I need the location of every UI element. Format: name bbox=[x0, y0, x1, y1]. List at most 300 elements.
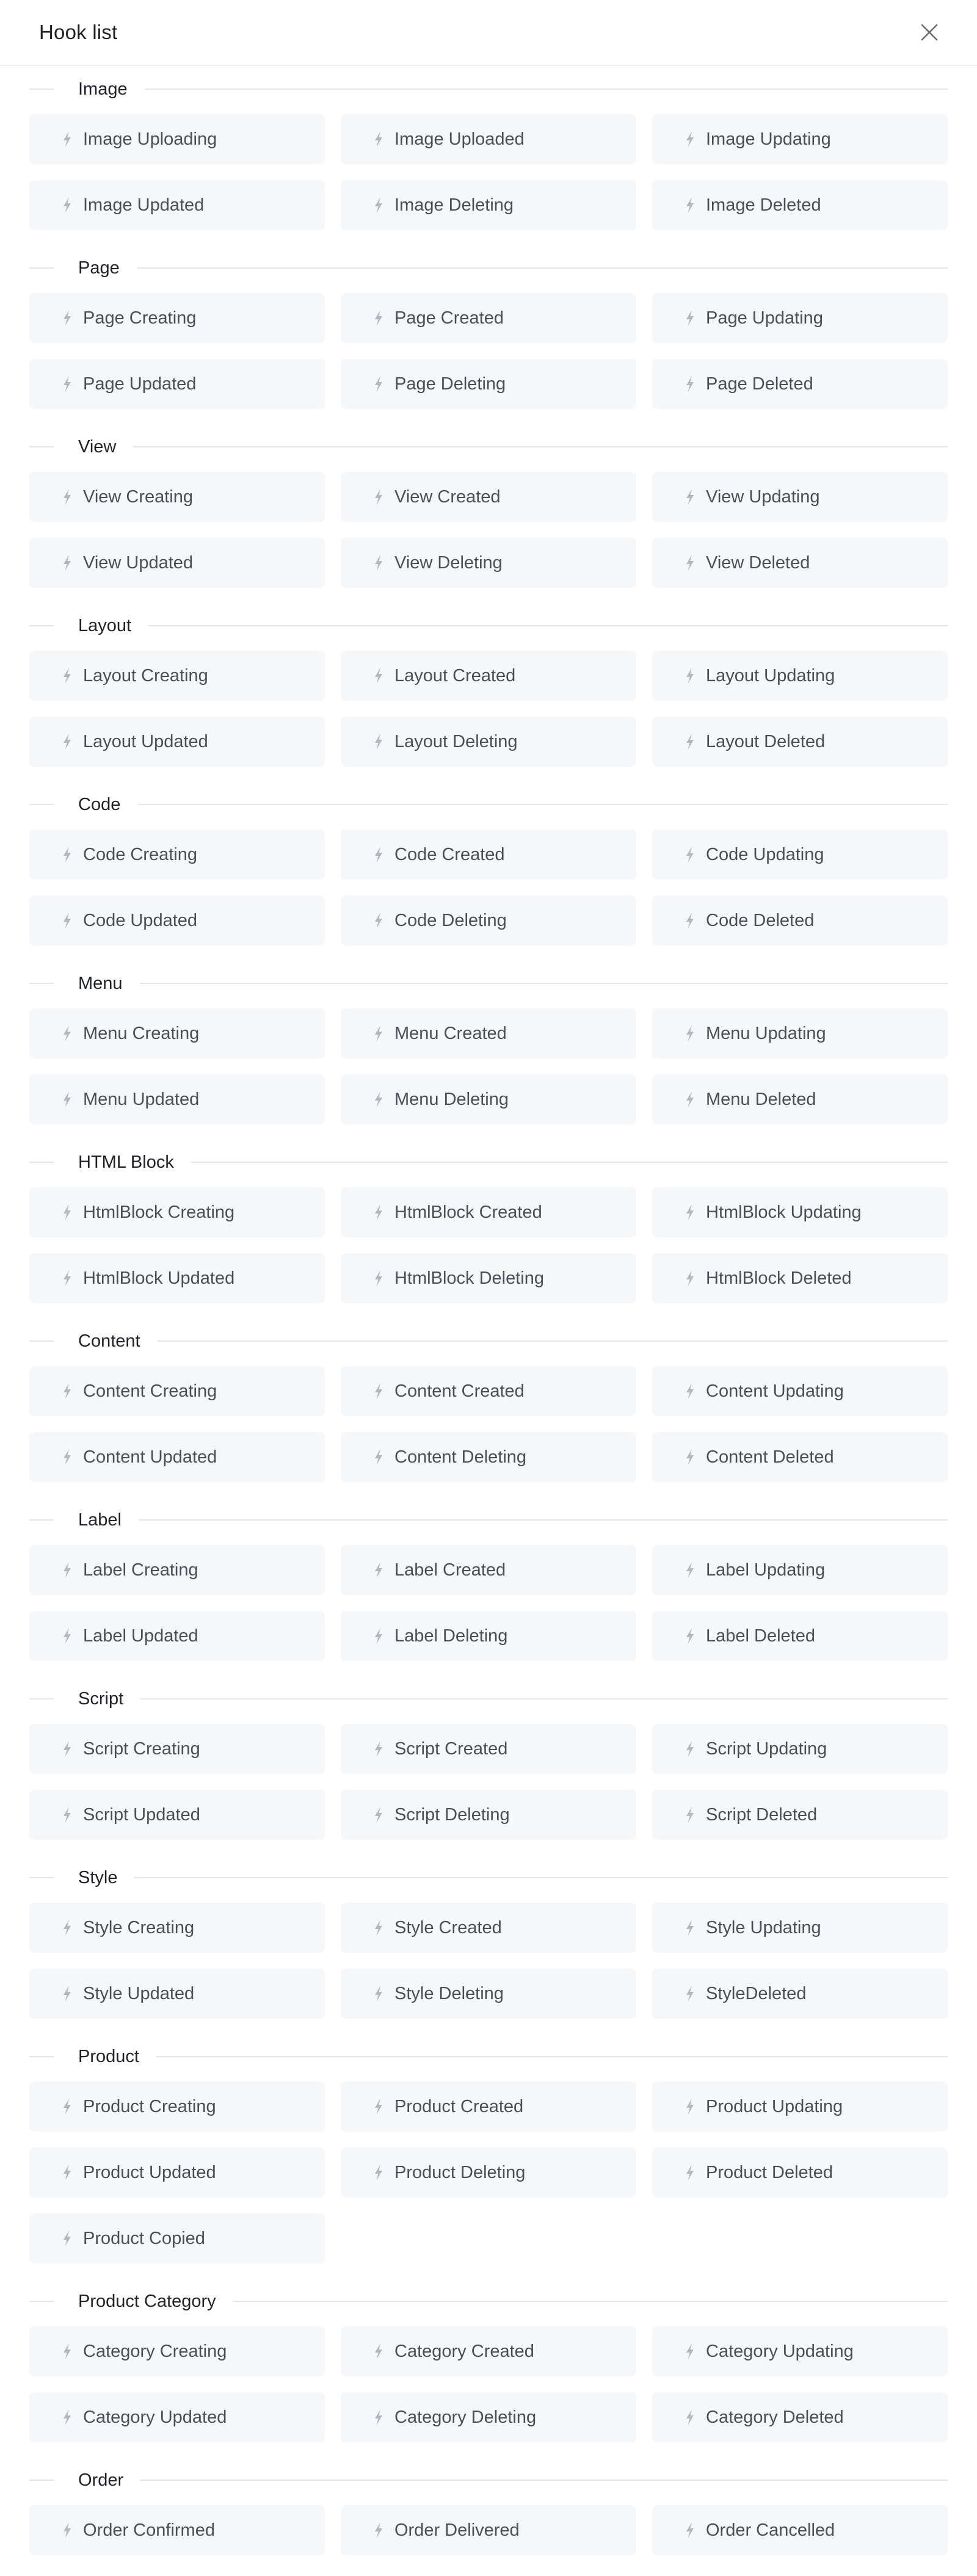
hook-label: Style Updated bbox=[83, 1983, 195, 2003]
hook-item-image-deleting[interactable] bbox=[341, 180, 636, 230]
hook-label: Category Updated bbox=[83, 2407, 227, 2427]
hook-item-product-created[interactable] bbox=[341, 2082, 636, 2132]
section-divider-script bbox=[29, 1674, 948, 1724]
hook-label: Content Deleting bbox=[394, 1447, 527, 1467]
lightning-bolt-icon bbox=[62, 1383, 72, 1400]
lightning-bolt-icon bbox=[374, 2343, 383, 2360]
hook-item-layout-updated[interactable] bbox=[29, 717, 325, 767]
hook-label: Code Updating bbox=[706, 844, 824, 864]
divider-line bbox=[137, 267, 948, 269]
hook-label: Label Updated bbox=[83, 1626, 198, 1646]
hook-item-layout-deleting[interactable] bbox=[341, 717, 636, 767]
hook-label: Order Cancelled bbox=[706, 2520, 835, 2540]
section-title: View bbox=[78, 436, 117, 457]
hook-label: Content Creating bbox=[83, 1381, 217, 1401]
hook-item-category-created[interactable] bbox=[341, 2326, 636, 2376]
section-title: HTML Block bbox=[78, 1152, 174, 1172]
hook-label: Content Updating bbox=[706, 1381, 844, 1401]
hook-item-style-creating[interactable] bbox=[29, 1903, 325, 1953]
hook-grid-code bbox=[29, 830, 948, 946]
hook-item-page-creating[interactable] bbox=[29, 293, 325, 343]
hook-label: Order Confirmed bbox=[83, 2520, 215, 2540]
lightning-bolt-icon bbox=[374, 488, 383, 505]
hook-label: Script Deleted bbox=[706, 1804, 818, 1825]
lightning-bolt-icon bbox=[685, 1091, 695, 1108]
lightning-bolt-icon bbox=[685, 667, 695, 684]
hook-label: Page Updating bbox=[706, 308, 823, 328]
lightning-bolt-icon bbox=[374, 2522, 383, 2539]
lightning-bolt-icon bbox=[374, 197, 383, 214]
lightning-bolt-icon bbox=[374, 1204, 383, 1221]
hook-label: Menu Creating bbox=[83, 1023, 200, 1043]
lightning-bolt-icon bbox=[685, 1383, 695, 1400]
hook-item-image-updating[interactable] bbox=[652, 114, 948, 164]
hook-label: Image Uploading bbox=[83, 129, 217, 149]
hook-item-view-creating[interactable] bbox=[29, 472, 325, 522]
divider-line bbox=[156, 2056, 948, 2057]
lightning-bolt-icon bbox=[685, 1561, 695, 1579]
hook-label: Product Creating bbox=[83, 2096, 216, 2116]
divider-line bbox=[29, 267, 54, 269]
hook-item-category-deleted[interactable] bbox=[652, 2392, 948, 2442]
hook-label: Script Created bbox=[394, 1738, 508, 1759]
lightning-bolt-icon bbox=[374, 912, 383, 929]
hook-grid-html-block bbox=[29, 1187, 948, 1303]
divider-line bbox=[29, 983, 54, 984]
hook-item-page-updated[interactable] bbox=[29, 359, 325, 409]
lightning-bolt-icon bbox=[685, 1627, 695, 1644]
hook-grid-view bbox=[29, 472, 948, 588]
hook-item-htmlblock-creating[interactable] bbox=[29, 1187, 325, 1237]
hook-grid-script bbox=[29, 1724, 948, 1840]
hook-item-htmlblock-updating[interactable] bbox=[652, 1187, 948, 1237]
hook-item-code-creating[interactable] bbox=[29, 830, 325, 880]
divider-line bbox=[133, 446, 948, 447]
hook-label: Page Creating bbox=[83, 308, 197, 328]
lightning-bolt-icon bbox=[374, 2164, 383, 2181]
hook-item-styledeleted[interactable] bbox=[652, 1969, 948, 2019]
section-title: Label bbox=[78, 1510, 122, 1530]
hook-item-code-updating[interactable] bbox=[652, 830, 948, 880]
lightning-bolt-icon bbox=[374, 667, 383, 684]
hook-label: StyleDeleted bbox=[706, 1983, 807, 2003]
hook-grid-order bbox=[29, 2505, 948, 2555]
hook-label: Style Updating bbox=[706, 1917, 821, 1937]
section-divider-product-category bbox=[29, 2276, 948, 2326]
section-title: Order bbox=[78, 2470, 124, 2490]
hook-item-page-deleting[interactable] bbox=[341, 359, 636, 409]
divider-line bbox=[29, 2056, 54, 2057]
modal-title: Hook list bbox=[39, 21, 118, 43]
hook-label: HtmlBlock Deleting bbox=[394, 1268, 544, 1288]
hook-item-product-updating[interactable] bbox=[652, 2082, 948, 2132]
hook-label: Layout Deleted bbox=[706, 731, 826, 751]
lightning-bolt-icon bbox=[685, 1449, 695, 1466]
hook-label: HtmlBlock Updating bbox=[706, 1202, 862, 1222]
hook-label: Label Updating bbox=[706, 1560, 826, 1580]
hook-label: Content Deleted bbox=[706, 1447, 834, 1467]
hook-label: Image Updated bbox=[83, 195, 205, 215]
lightning-bolt-icon bbox=[374, 309, 383, 327]
hook-label: HtmlBlock Deleted bbox=[706, 1268, 852, 1288]
hook-item-label-created[interactable] bbox=[341, 1545, 636, 1595]
hook-item-page-created[interactable] bbox=[341, 293, 636, 343]
hook-item-category-creating[interactable] bbox=[29, 2326, 325, 2376]
divider-line bbox=[191, 1162, 948, 1163]
hook-label: Image Updating bbox=[706, 129, 831, 149]
lightning-bolt-icon bbox=[62, 2098, 72, 2115]
hook-item-style-created[interactable] bbox=[341, 1903, 636, 1953]
hook-label: Layout Creating bbox=[83, 665, 208, 686]
lightning-bolt-icon bbox=[62, 375, 72, 393]
hook-item-menu-updated[interactable] bbox=[29, 1074, 325, 1124]
hook-item-label-updating[interactable] bbox=[652, 1545, 948, 1595]
hook-label: View Created bbox=[394, 487, 501, 507]
hook-label: View Updated bbox=[83, 552, 194, 573]
lightning-bolt-icon bbox=[62, 1025, 72, 1042]
hook-item-image-deleted[interactable] bbox=[652, 180, 948, 230]
section-title: Menu bbox=[78, 973, 123, 993]
hook-item-image-updated[interactable] bbox=[29, 180, 325, 230]
hook-item-htmlblock-updated[interactable] bbox=[29, 1253, 325, 1303]
hook-item-content-deleting[interactable] bbox=[341, 1432, 636, 1482]
hook-label: Code Created bbox=[394, 844, 505, 864]
lightning-bolt-icon bbox=[685, 375, 695, 393]
section-divider-content bbox=[29, 1316, 948, 1366]
section-divider-html-block bbox=[29, 1137, 948, 1187]
hook-item-code-deleting[interactable] bbox=[341, 895, 636, 946]
lightning-bolt-icon bbox=[62, 733, 72, 750]
lightning-bolt-icon bbox=[685, 846, 695, 863]
hook-label: Code Deleted bbox=[706, 910, 815, 930]
lightning-bolt-icon bbox=[374, 1561, 383, 1579]
hook-label: Category Created bbox=[394, 2341, 534, 2361]
lightning-bolt-icon bbox=[685, 131, 695, 148]
hook-item-layout-creating[interactable] bbox=[29, 651, 325, 701]
hook-label: View Deleted bbox=[706, 552, 810, 573]
lightning-bolt-icon bbox=[685, 197, 695, 214]
hook-label: Product Created bbox=[394, 2096, 524, 2116]
lightning-bolt-icon bbox=[374, 1383, 383, 1400]
section-title: Product Category bbox=[78, 2291, 216, 2311]
lightning-bolt-icon bbox=[685, 1985, 695, 2002]
hook-item-content-creating[interactable] bbox=[29, 1366, 325, 1416]
lightning-bolt-icon bbox=[685, 1270, 695, 1287]
hook-item-label-deleted[interactable] bbox=[652, 1611, 948, 1661]
hook-label: Image Deleted bbox=[706, 195, 821, 215]
hook-item-htmlblock-deleted[interactable] bbox=[652, 1253, 948, 1303]
lightning-bolt-icon bbox=[62, 554, 72, 571]
hook-item-category-updated[interactable] bbox=[29, 2392, 325, 2442]
hook-item-code-deleted[interactable] bbox=[652, 895, 948, 946]
hook-label: View Updating bbox=[706, 487, 820, 507]
hook-item-order-cancelled[interactable] bbox=[652, 2505, 948, 2555]
section-title: Style bbox=[78, 1867, 118, 1887]
hook-item-content-updated[interactable] bbox=[29, 1432, 325, 1482]
hook-label: Menu Created bbox=[394, 1023, 507, 1043]
divider-line bbox=[29, 2480, 54, 2481]
divider-line bbox=[145, 89, 948, 90]
hook-label: Script Updated bbox=[83, 1804, 200, 1825]
section-divider-order bbox=[29, 2455, 948, 2505]
hook-label: Image Uploaded bbox=[394, 129, 525, 149]
hook-label: Code Updated bbox=[83, 910, 198, 930]
hook-label: Category Deleted bbox=[706, 2407, 844, 2427]
close-icon[interactable] bbox=[920, 23, 939, 42]
divider-line bbox=[29, 1162, 54, 1163]
lightning-bolt-icon bbox=[62, 1985, 72, 2002]
section-divider-image bbox=[29, 64, 948, 114]
lightning-bolt-icon bbox=[62, 2230, 72, 2247]
lightning-bolt-icon bbox=[62, 309, 72, 327]
hook-item-style-updating[interactable] bbox=[652, 1903, 948, 1953]
hook-label: Script Creating bbox=[83, 1738, 200, 1759]
hook-item-view-updating[interactable] bbox=[652, 472, 948, 522]
hook-item-product-copied[interactable] bbox=[29, 2213, 325, 2263]
hook-label: HtmlBlock Created bbox=[394, 1202, 542, 1222]
hook-item-script-deleted[interactable] bbox=[652, 1790, 948, 1840]
hook-label: Page Deleting bbox=[394, 374, 506, 394]
hook-label: Content Created bbox=[394, 1381, 525, 1401]
hook-label: Product Deleted bbox=[706, 2162, 833, 2182]
section-divider-menu bbox=[29, 958, 948, 1008]
hook-item-layout-updating[interactable] bbox=[652, 651, 948, 701]
lightning-bolt-icon bbox=[685, 2409, 695, 2426]
lightning-bolt-icon bbox=[685, 2522, 695, 2539]
section-title: Image bbox=[78, 79, 128, 99]
hook-item-menu-created[interactable] bbox=[341, 1008, 636, 1058]
hook-grid-page bbox=[29, 293, 948, 409]
hook-item-category-updating[interactable] bbox=[652, 2326, 948, 2376]
hook-label: Category Updating bbox=[706, 2341, 854, 2361]
lightning-bolt-icon bbox=[62, 1561, 72, 1579]
hook-label: Category Creating bbox=[83, 2341, 227, 2361]
lightning-bolt-icon bbox=[62, 197, 72, 214]
hook-label: HtmlBlock Creating bbox=[83, 1202, 235, 1222]
hook-item-content-deleted[interactable] bbox=[652, 1432, 948, 1482]
lightning-bolt-icon bbox=[685, 2343, 695, 2360]
lightning-bolt-icon bbox=[62, 2522, 72, 2539]
hook-item-menu-creating[interactable] bbox=[29, 1008, 325, 1058]
hook-label: Code Deleting bbox=[394, 910, 507, 930]
lightning-bolt-icon bbox=[374, 2409, 383, 2426]
lightning-bolt-icon bbox=[374, 131, 383, 148]
hook-item-label-creating[interactable] bbox=[29, 1545, 325, 1595]
lightning-bolt-icon bbox=[685, 1740, 695, 1757]
hook-item-order-confirmed[interactable] bbox=[29, 2505, 325, 2555]
hook-item-label-deleting[interactable] bbox=[341, 1611, 636, 1661]
lightning-bolt-icon bbox=[62, 131, 72, 148]
hook-label: View Creating bbox=[83, 487, 194, 507]
hook-item-view-deleted[interactable] bbox=[652, 538, 948, 588]
hook-item-style-updated[interactable] bbox=[29, 1969, 325, 2019]
lightning-bolt-icon bbox=[62, 1627, 72, 1644]
lightning-bolt-icon bbox=[685, 2098, 695, 2115]
lightning-bolt-icon bbox=[62, 1919, 72, 1936]
hook-item-script-created[interactable] bbox=[341, 1724, 636, 1774]
lightning-bolt-icon bbox=[374, 846, 383, 863]
divider-line bbox=[29, 446, 54, 447]
hook-label: Page Deleted bbox=[706, 374, 813, 394]
lightning-bolt-icon bbox=[374, 1985, 383, 2002]
hook-item-script-updated[interactable] bbox=[29, 1790, 325, 1840]
hook-item-content-updating[interactable] bbox=[652, 1366, 948, 1416]
hook-item-layout-created[interactable] bbox=[341, 651, 636, 701]
section-title: Page bbox=[78, 258, 120, 278]
hook-item-style-deleting[interactable] bbox=[341, 1969, 636, 2019]
hook-item-product-updated[interactable] bbox=[29, 2147, 325, 2198]
hook-item-view-deleting[interactable] bbox=[341, 538, 636, 588]
close-button[interactable] bbox=[917, 20, 942, 45]
hook-item-code-updated[interactable] bbox=[29, 895, 325, 946]
divider-line bbox=[29, 1698, 54, 1699]
section-divider-product bbox=[29, 2031, 948, 2082]
hook-grid-product-category bbox=[29, 2326, 948, 2442]
hook-label: Code Creating bbox=[83, 844, 197, 864]
hook-label: Product Updating bbox=[706, 2096, 843, 2116]
hook-label: Product Deleting bbox=[394, 2162, 526, 2182]
hook-grid-content bbox=[29, 1366, 948, 1482]
hook-item-htmlblock-created[interactable] bbox=[341, 1187, 636, 1237]
lightning-bolt-icon bbox=[685, 1025, 695, 1042]
lightning-bolt-icon bbox=[374, 1627, 383, 1644]
hook-label: Menu Updated bbox=[83, 1089, 200, 1109]
hook-item-product-deleted[interactable] bbox=[652, 2147, 948, 2198]
lightning-bolt-icon bbox=[685, 2164, 695, 2181]
lightning-bolt-icon bbox=[62, 1449, 72, 1466]
section-divider-label bbox=[29, 1495, 948, 1545]
hook-grid-label bbox=[29, 1545, 948, 1661]
lightning-bolt-icon bbox=[374, 1740, 383, 1757]
hook-grid-layout bbox=[29, 651, 948, 767]
hook-label: HtmlBlock Updated bbox=[83, 1268, 235, 1288]
lightning-bolt-icon bbox=[62, 1806, 72, 1823]
lightning-bolt-icon bbox=[374, 1919, 383, 1936]
hook-label: Layout Deleting bbox=[394, 731, 518, 751]
hook-item-view-created[interactable] bbox=[341, 472, 636, 522]
hook-item-page-deleted[interactable] bbox=[652, 359, 948, 409]
hook-label: Style Creating bbox=[83, 1917, 195, 1937]
section-title: Script bbox=[78, 1688, 124, 1709]
lightning-bolt-icon bbox=[62, 1740, 72, 1757]
divider-line bbox=[29, 804, 54, 805]
hook-item-layout-deleted[interactable] bbox=[652, 717, 948, 767]
hook-item-view-updated[interactable] bbox=[29, 538, 325, 588]
lightning-bolt-icon bbox=[62, 667, 72, 684]
divider-line bbox=[29, 2301, 54, 2302]
hook-label: Content Updated bbox=[83, 1447, 217, 1467]
hook-label: Layout Updating bbox=[706, 665, 835, 686]
divider-line bbox=[134, 1877, 948, 1878]
divider-line bbox=[158, 1340, 948, 1342]
divider-line bbox=[29, 1340, 54, 1342]
hook-list-body bbox=[0, 64, 977, 2555]
lightning-bolt-icon bbox=[374, 1449, 383, 1466]
hook-grid-product bbox=[29, 2082, 948, 2263]
hook-item-menu-deleting[interactable] bbox=[341, 1074, 636, 1124]
lightning-bolt-icon bbox=[374, 1025, 383, 1042]
lightning-bolt-icon bbox=[685, 1204, 695, 1221]
modal-header bbox=[0, 0, 977, 66]
lightning-bolt-icon bbox=[62, 2164, 72, 2181]
lightning-bolt-icon bbox=[374, 2098, 383, 2115]
hook-label: Page Updated bbox=[83, 374, 197, 394]
lightning-bolt-icon bbox=[685, 309, 695, 327]
hook-label: Label Creating bbox=[83, 1560, 198, 1580]
section-divider-page bbox=[29, 243, 948, 293]
hook-label: Style Deleting bbox=[394, 1983, 504, 2003]
hook-item-image-uploaded[interactable] bbox=[341, 114, 636, 164]
hook-label: Script Updating bbox=[706, 1738, 827, 1759]
hook-item-script-deleting[interactable] bbox=[341, 1790, 636, 1840]
hook-item-page-updating[interactable] bbox=[652, 293, 948, 343]
hook-label: View Deleting bbox=[394, 552, 503, 573]
hook-label: Script Deleting bbox=[394, 1804, 510, 1825]
hook-item-order-delivered[interactable] bbox=[341, 2505, 636, 2555]
divider-line bbox=[139, 1519, 948, 1521]
lightning-bolt-icon bbox=[685, 1919, 695, 1936]
hook-label: Page Created bbox=[394, 308, 504, 328]
divider-line bbox=[29, 1519, 54, 1521]
lightning-bolt-icon bbox=[62, 2409, 72, 2426]
hook-label: Menu Deleting bbox=[394, 1089, 509, 1109]
divider-line bbox=[29, 1877, 54, 1878]
lightning-bolt-icon bbox=[685, 1806, 695, 1823]
hook-label: Layout Updated bbox=[83, 731, 208, 751]
lightning-bolt-icon bbox=[62, 1091, 72, 1108]
hook-item-script-updating[interactable] bbox=[652, 1724, 948, 1774]
hook-item-menu-updating[interactable] bbox=[652, 1008, 948, 1058]
hook-item-label-updated[interactable] bbox=[29, 1611, 325, 1661]
hook-item-category-deleting[interactable] bbox=[341, 2392, 636, 2442]
section-title: Content bbox=[78, 1331, 140, 1351]
hook-item-product-creating[interactable] bbox=[29, 2082, 325, 2132]
lightning-bolt-icon bbox=[62, 1204, 72, 1221]
lightning-bolt-icon bbox=[374, 1091, 383, 1108]
hook-label: Image Deleting bbox=[394, 195, 514, 215]
hook-label: Label Deleted bbox=[706, 1626, 815, 1646]
divider-line bbox=[137, 804, 948, 805]
hook-label: Category Deleting bbox=[394, 2407, 537, 2427]
section-divider-layout bbox=[29, 601, 948, 651]
lightning-bolt-icon bbox=[374, 733, 383, 750]
lightning-bolt-icon bbox=[374, 375, 383, 393]
section-divider-view bbox=[29, 422, 948, 472]
divider-line bbox=[140, 983, 948, 984]
lightning-bolt-icon bbox=[62, 2343, 72, 2360]
hook-item-script-creating[interactable] bbox=[29, 1724, 325, 1774]
hook-label: Menu Deleted bbox=[706, 1089, 816, 1109]
hook-item-image-uploading[interactable] bbox=[29, 114, 325, 164]
lightning-bolt-icon bbox=[374, 1270, 383, 1287]
hook-label: Layout Created bbox=[394, 665, 516, 686]
section-divider-style bbox=[29, 1853, 948, 1903]
lightning-bolt-icon bbox=[685, 733, 695, 750]
hook-item-htmlblock-deleting[interactable] bbox=[341, 1253, 636, 1303]
hook-label: Product Updated bbox=[83, 2162, 216, 2182]
hook-label: Style Created bbox=[394, 1917, 502, 1937]
hook-item-code-created[interactable] bbox=[341, 830, 636, 880]
hook-item-product-deleting[interactable] bbox=[341, 2147, 636, 2198]
divider-line bbox=[233, 2301, 948, 2302]
divider-line bbox=[140, 1698, 948, 1699]
divider-line bbox=[140, 2480, 948, 2481]
lightning-bolt-icon bbox=[685, 554, 695, 571]
section-title: Code bbox=[78, 794, 121, 814]
hook-item-content-created[interactable] bbox=[341, 1366, 636, 1416]
lightning-bolt-icon bbox=[62, 846, 72, 863]
hook-item-menu-deleted[interactable] bbox=[652, 1074, 948, 1124]
